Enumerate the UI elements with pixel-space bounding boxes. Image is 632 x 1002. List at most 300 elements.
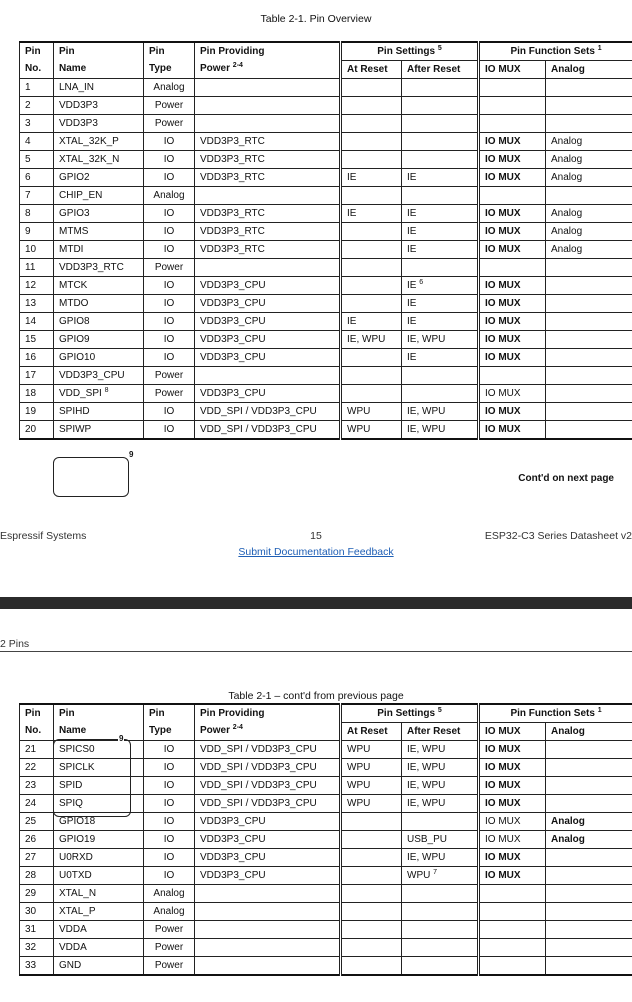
analog-cell xyxy=(546,421,632,440)
footer-company: Espressif Systems xyxy=(0,530,87,542)
analog-cell xyxy=(546,331,632,349)
header-power: Power $^{2-4}$ xyxy=(195,723,341,741)
analog-cell xyxy=(546,367,632,385)
power-cell: VDD_SPI / VDD3P3_CPU xyxy=(195,777,341,795)
table-row xyxy=(20,313,632,331)
table-row xyxy=(20,169,632,187)
power-cell: VDD3P3_CPU xyxy=(195,277,341,295)
power-cell xyxy=(195,115,341,133)
header-at-reset: At Reset xyxy=(341,61,402,79)
io-mux-cell xyxy=(479,97,546,115)
analog-cell: Analog xyxy=(546,151,632,169)
at-reset-cell: WPU xyxy=(341,777,402,795)
header-function-sets: Pin Function Sets $^1$ xyxy=(479,42,632,61)
analog-cell xyxy=(546,187,632,205)
pin-no-cell: 28 xyxy=(20,867,54,885)
pin-type-cell: Power xyxy=(144,957,195,976)
header-pin-no: No. xyxy=(20,723,54,741)
power-cell: VDD_SPI / VDD3P3_CPU xyxy=(195,759,341,777)
header-pin-name: Name xyxy=(54,61,144,79)
after-reset-cell: IE, WPU xyxy=(402,403,479,421)
pin-no-cell: 10 xyxy=(20,241,54,259)
pin-type-cell: IO xyxy=(144,331,195,349)
at-reset-cell: WPU xyxy=(341,759,402,777)
power-cell: VDD3P3_RTC xyxy=(195,205,341,223)
power-cell: VDD3P3_RTC xyxy=(195,169,341,187)
pin-name-cell: MTDI xyxy=(54,241,144,259)
pin-no-cell: 15 xyxy=(20,331,54,349)
pin-name-cell: VDD_SPI $^8$ xyxy=(54,385,144,403)
io-mux-cell: IO MUX xyxy=(479,295,546,313)
analog-cell xyxy=(546,795,632,813)
pin-type-cell: Power xyxy=(144,367,195,385)
pin-type-cell: Analog xyxy=(144,885,195,903)
header-pin-type: Type xyxy=(144,723,195,741)
footnote-marker: 9 xyxy=(129,450,134,459)
table-caption: Table 2-1. Pin Overview xyxy=(260,13,372,25)
io-mux-cell: IO MUX xyxy=(479,759,546,777)
table-row xyxy=(20,97,632,115)
table-row xyxy=(20,331,632,349)
io-mux-cell xyxy=(479,259,546,277)
page-separator xyxy=(0,597,632,609)
at-reset-cell xyxy=(341,867,402,885)
pin-overview-table xyxy=(19,41,632,440)
analog-cell xyxy=(546,741,632,759)
power-cell: VDD_SPI / VDD3P3_CPU xyxy=(195,403,341,421)
analog-cell: Analog xyxy=(546,205,632,223)
at-reset-cell xyxy=(341,115,402,133)
io-mux-cell: IO MUX xyxy=(479,277,546,295)
power-cell: VDD_SPI / VDD3P3_CPU xyxy=(195,795,341,813)
io-mux-cell: IO MUX xyxy=(479,813,546,831)
pin-no-cell: 18 xyxy=(20,385,54,403)
after-reset-cell: WPU $^7$ xyxy=(402,867,479,885)
after-reset-cell: IE $^6$ xyxy=(402,277,479,295)
pin-no-cell: 8 xyxy=(20,205,54,223)
pin-no-cell: 12 xyxy=(20,277,54,295)
pin-type-cell: Analog xyxy=(144,79,195,97)
table-row xyxy=(20,921,632,939)
power-cell xyxy=(195,79,341,97)
at-reset-cell xyxy=(341,957,402,976)
at-reset-cell: IE, WPU xyxy=(341,331,402,349)
at-reset-cell: IE xyxy=(341,313,402,331)
io-mux-cell xyxy=(479,939,546,957)
analog-cell xyxy=(546,777,632,795)
pin-type-cell: IO xyxy=(144,313,195,331)
header-pin-name: Pin xyxy=(54,42,144,61)
table-row xyxy=(20,403,632,421)
after-reset-cell: IE xyxy=(402,223,479,241)
table-row xyxy=(20,259,632,277)
pin-name-cell: GPIO18 xyxy=(54,813,144,831)
header-function-sets: Pin Function Sets $^1$ xyxy=(479,704,632,723)
header-io-mux: IO MUX xyxy=(479,723,546,741)
io-mux-cell: IO MUX xyxy=(479,241,546,259)
header-pin-name: Name xyxy=(54,723,144,741)
pin-name-cell: GND xyxy=(54,957,144,976)
at-reset-cell xyxy=(341,921,402,939)
pin-type-cell: IO xyxy=(144,169,195,187)
pin-no-cell: 25 xyxy=(20,813,54,831)
after-reset-cell xyxy=(402,921,479,939)
table-row xyxy=(20,867,632,885)
at-reset-cell xyxy=(341,849,402,867)
pin-no-cell: 24 xyxy=(20,795,54,813)
after-reset-cell xyxy=(402,385,479,403)
analog-cell xyxy=(546,849,632,867)
pin-type-cell: IO xyxy=(144,867,195,885)
at-reset-cell xyxy=(341,97,402,115)
after-reset-cell xyxy=(402,939,479,957)
header-analog: Analog xyxy=(546,723,632,741)
header-after-reset: After Reset xyxy=(402,61,479,79)
pin-name-cell: VDD3P3_CPU xyxy=(54,367,144,385)
after-reset-cell xyxy=(402,187,479,205)
pin-name-cell: CHIP_EN xyxy=(54,187,144,205)
pin-type-cell: IO xyxy=(144,295,195,313)
pin-no-cell: 9 xyxy=(20,223,54,241)
analog-cell xyxy=(546,903,632,921)
pin-no-cell: 7 xyxy=(20,187,54,205)
pin-no-cell: 16 xyxy=(20,349,54,367)
io-mux-cell: IO MUX xyxy=(479,151,546,169)
io-mux-cell xyxy=(479,957,546,976)
pin-name-cell: VDDA xyxy=(54,939,144,957)
pin-no-cell: 21 xyxy=(20,741,54,759)
after-reset-cell: USB_PU xyxy=(402,831,479,849)
power-cell: VDD3P3_RTC xyxy=(195,241,341,259)
pin-name-cell: XTAL_N xyxy=(54,885,144,903)
header-pin-settings: Pin Settings $^5$ xyxy=(341,42,479,61)
table-row xyxy=(20,133,632,151)
at-reset-cell xyxy=(341,813,402,831)
at-reset-cell xyxy=(341,349,402,367)
at-reset-cell xyxy=(341,187,402,205)
table-row xyxy=(20,903,632,921)
analog-cell: Analog xyxy=(546,223,632,241)
after-reset-cell: IE xyxy=(402,205,479,223)
table-row xyxy=(20,79,632,97)
header-power: Pin Providing xyxy=(195,42,341,61)
pin-no-cell: 4 xyxy=(20,133,54,151)
pin-name-cell: VDD3P3 xyxy=(54,97,144,115)
pin-type-cell: IO xyxy=(144,777,195,795)
pin-no-cell: 6 xyxy=(20,169,54,187)
io-mux-cell xyxy=(479,115,546,133)
at-reset-cell xyxy=(341,133,402,151)
pin-type-cell: IO xyxy=(144,813,195,831)
header-at-reset: At Reset xyxy=(341,723,402,741)
io-mux-cell: IO MUX xyxy=(479,777,546,795)
io-mux-cell: IO MUX xyxy=(479,385,546,403)
power-cell: VDD3P3_CPU xyxy=(195,331,341,349)
io-mux-cell: IO MUX xyxy=(479,831,546,849)
pin-type-cell: IO xyxy=(144,421,195,440)
at-reset-cell xyxy=(341,151,402,169)
pin-type-cell: IO xyxy=(144,759,195,777)
after-reset-cell xyxy=(402,957,479,976)
at-reset-cell xyxy=(341,831,402,849)
io-mux-cell xyxy=(479,187,546,205)
power-cell xyxy=(195,921,341,939)
pin-no-cell: 27 xyxy=(20,849,54,867)
power-cell: VDD3P3_CPU xyxy=(195,313,341,331)
pin-name-cell: GPIO9 xyxy=(54,331,144,349)
after-reset-cell: IE, WPU xyxy=(402,331,479,349)
pin-no-cell: 20 xyxy=(20,421,54,440)
at-reset-cell: WPU xyxy=(341,741,402,759)
pin-name-cell: GPIO3 xyxy=(54,205,144,223)
analog-cell xyxy=(546,277,632,295)
power-cell: VDD3P3_CPU xyxy=(195,813,341,831)
io-mux-cell xyxy=(479,367,546,385)
pin-no-cell: 26 xyxy=(20,831,54,849)
power-cell: VDD3P3_CPU xyxy=(195,849,341,867)
pin-no-cell: 31 xyxy=(20,921,54,939)
pin-name-cell: VDD3P3_RTC xyxy=(54,259,144,277)
header-io-mux: IO MUX xyxy=(479,61,546,79)
pin-type-cell: IO xyxy=(144,151,195,169)
pin-no-cell: 33 xyxy=(20,957,54,976)
power-cell xyxy=(195,939,341,957)
after-reset-cell: IE, WPU xyxy=(402,795,479,813)
header-pin-type: Pin xyxy=(144,704,195,723)
pin-name-cell: U0TXD xyxy=(54,867,144,885)
header-after-reset: After Reset xyxy=(402,723,479,741)
pin-type-cell: Power xyxy=(144,385,195,403)
after-reset-cell xyxy=(402,151,479,169)
pin-no-cell: 22 xyxy=(20,759,54,777)
at-reset-cell: WPU xyxy=(341,421,402,440)
continued-note: Cont'd on next page xyxy=(518,473,614,484)
pin-name-cell: SPICS0 xyxy=(54,741,144,759)
after-reset-cell: IE xyxy=(402,295,479,313)
pin-no-cell: 32 xyxy=(20,939,54,957)
pin-name-cell: MTMS xyxy=(54,223,144,241)
power-cell xyxy=(195,903,341,921)
io-mux-cell: IO MUX xyxy=(479,313,546,331)
pin-name-cell: GPIO2 xyxy=(54,169,144,187)
pin-type-cell: IO xyxy=(144,277,195,295)
analog-cell: Analog xyxy=(546,241,632,259)
pin-no-cell: 17 xyxy=(20,367,54,385)
pin-type-cell: Power xyxy=(144,939,195,957)
at-reset-cell xyxy=(341,79,402,97)
io-mux-cell: IO MUX xyxy=(479,205,546,223)
io-mux-cell xyxy=(479,903,546,921)
table-caption-continued: Table 2-1 – cont'd from previous page xyxy=(228,690,404,702)
table-row xyxy=(20,831,632,849)
table-row xyxy=(20,223,632,241)
section-header: 2 Pins xyxy=(0,638,30,650)
header-analog: Analog xyxy=(546,61,632,79)
at-reset-cell: IE xyxy=(341,169,402,187)
io-mux-cell: IO MUX xyxy=(479,169,546,187)
pin-type-cell: IO xyxy=(144,133,195,151)
at-reset-cell xyxy=(341,241,402,259)
power-cell xyxy=(195,97,341,115)
power-cell: VDD3P3_CPU xyxy=(195,831,341,849)
after-reset-cell xyxy=(402,133,479,151)
pin-name-cell: SPIWP xyxy=(54,421,144,440)
header-pin-no: No. xyxy=(20,61,54,79)
analog-cell: Analog xyxy=(546,831,632,849)
header-pin-type: Pin xyxy=(144,42,195,61)
table-row xyxy=(20,115,632,133)
pin-no-cell: 2 xyxy=(20,97,54,115)
pin-name-cell: XTAL_32K_P xyxy=(54,133,144,151)
pin-type-cell: Power xyxy=(144,115,195,133)
at-reset-cell: WPU xyxy=(341,403,402,421)
header-pin-settings: Pin Settings $^5$ xyxy=(341,704,479,723)
table-row xyxy=(20,957,632,976)
after-reset-cell xyxy=(402,813,479,831)
footer-doc-title: ESP32-C3 Series Datasheet v2 xyxy=(484,530,632,542)
pin-no-cell: 1 xyxy=(20,79,54,97)
at-reset-cell xyxy=(341,259,402,277)
spi-bracket xyxy=(53,457,129,497)
pin-no-cell: 23 xyxy=(20,777,54,795)
footnote-marker: 9 xyxy=(119,734,124,743)
pin-name-cell: VDDA xyxy=(54,921,144,939)
pin-type-cell: IO xyxy=(144,241,195,259)
table-row xyxy=(20,151,632,169)
power-cell xyxy=(195,957,341,976)
pin-type-cell: IO xyxy=(144,795,195,813)
pin-type-cell: IO xyxy=(144,849,195,867)
pin-name-cell: LNA_IN xyxy=(54,79,144,97)
pin-name-cell: GPIO8 xyxy=(54,313,144,331)
after-reset-cell: IE, WPU xyxy=(402,741,479,759)
table-row xyxy=(20,849,632,867)
feedback-link[interactable]: Submit Documentation Feedback xyxy=(238,546,394,558)
after-reset-cell xyxy=(402,79,479,97)
feedback-link-wrap xyxy=(0,546,632,558)
pin-type-cell: IO xyxy=(144,831,195,849)
after-reset-cell: IE, WPU xyxy=(402,759,479,777)
power-cell: VDD3P3_CPU xyxy=(195,295,341,313)
io-mux-cell: IO MUX xyxy=(479,331,546,349)
table-row xyxy=(20,939,632,957)
io-mux-cell: IO MUX xyxy=(479,349,546,367)
after-reset-cell: IE xyxy=(402,169,479,187)
pin-name-cell: SPIQ xyxy=(54,795,144,813)
table-row xyxy=(20,295,632,313)
pin-type-cell: Power xyxy=(144,259,195,277)
pin-name-cell: XTAL_P xyxy=(54,903,144,921)
analog-cell: Analog xyxy=(546,133,632,151)
header-pin-no: Pin xyxy=(20,704,54,723)
analog-cell xyxy=(546,115,632,133)
power-cell: VDD3P3_RTC xyxy=(195,223,341,241)
pin-type-cell: Analog xyxy=(144,903,195,921)
io-mux-cell: IO MUX xyxy=(479,421,546,440)
pin-name-cell: VDD3P3 xyxy=(54,115,144,133)
header-pin-type: Type xyxy=(144,61,195,79)
at-reset-cell xyxy=(341,903,402,921)
pin-no-cell: 11 xyxy=(20,259,54,277)
analog-cell xyxy=(546,939,632,957)
analog-cell xyxy=(546,385,632,403)
pin-no-cell: 13 xyxy=(20,295,54,313)
analog-cell xyxy=(546,403,632,421)
at-reset-cell xyxy=(341,223,402,241)
power-cell: VDD3P3_RTC xyxy=(195,133,341,151)
pin-name-cell: MTCK xyxy=(54,277,144,295)
header-pin-no: Pin xyxy=(20,42,54,61)
after-reset-cell: IE xyxy=(402,349,479,367)
at-reset-cell xyxy=(341,385,402,403)
after-reset-cell xyxy=(402,97,479,115)
after-reset-cell xyxy=(402,259,479,277)
after-reset-cell: IE, WPU xyxy=(402,777,479,795)
after-reset-cell: IE, WPU xyxy=(402,849,479,867)
io-mux-cell: IO MUX xyxy=(479,741,546,759)
pin-no-cell: 19 xyxy=(20,403,54,421)
analog-cell xyxy=(546,759,632,777)
pin-type-cell: IO xyxy=(144,741,195,759)
at-reset-cell: WPU xyxy=(341,795,402,813)
table-row xyxy=(20,385,632,403)
pin-no-cell: 30 xyxy=(20,903,54,921)
analog-cell: Analog xyxy=(546,169,632,187)
at-reset-cell: IE xyxy=(341,205,402,223)
after-reset-cell xyxy=(402,115,479,133)
power-cell: VDD_SPI / VDD3P3_CPU xyxy=(195,741,341,759)
analog-cell xyxy=(546,957,632,976)
pin-no-cell: 14 xyxy=(20,313,54,331)
after-reset-cell xyxy=(402,885,479,903)
table-row xyxy=(20,205,632,223)
after-reset-cell: IE xyxy=(402,313,479,331)
power-cell xyxy=(195,259,341,277)
analog-cell xyxy=(546,97,632,115)
pin-name-cell: U0RXD xyxy=(54,849,144,867)
pin-type-cell: IO xyxy=(144,349,195,367)
analog-cell xyxy=(546,885,632,903)
io-mux-cell: IO MUX xyxy=(479,849,546,867)
after-reset-cell: IE, WPU xyxy=(402,421,479,440)
pin-name-cell: SPID xyxy=(54,777,144,795)
power-cell: VDD3P3_CPU xyxy=(195,349,341,367)
power-cell: VDD_SPI / VDD3P3_CPU xyxy=(195,421,341,440)
pin-no-cell: 29 xyxy=(20,885,54,903)
pin-no-cell: 5 xyxy=(20,151,54,169)
pin-type-cell: Power xyxy=(144,921,195,939)
analog-cell xyxy=(546,349,632,367)
io-mux-cell xyxy=(479,885,546,903)
analog-cell xyxy=(546,921,632,939)
power-cell xyxy=(195,187,341,205)
spi-bracket xyxy=(53,739,131,817)
pin-type-cell: IO xyxy=(144,205,195,223)
io-mux-cell: IO MUX xyxy=(479,867,546,885)
table-row xyxy=(20,367,632,385)
table-row xyxy=(20,349,632,367)
at-reset-cell xyxy=(341,939,402,957)
pin-name-cell: XTAL_32K_N xyxy=(54,151,144,169)
pin-name-cell: GPIO10 xyxy=(54,349,144,367)
io-mux-cell xyxy=(479,921,546,939)
pin-name-cell: GPIO19 xyxy=(54,831,144,849)
analog-cell xyxy=(546,259,632,277)
at-reset-cell xyxy=(341,885,402,903)
io-mux-cell: IO MUX xyxy=(479,133,546,151)
pin-name-cell: MTDO xyxy=(54,295,144,313)
section-rule xyxy=(0,651,632,652)
